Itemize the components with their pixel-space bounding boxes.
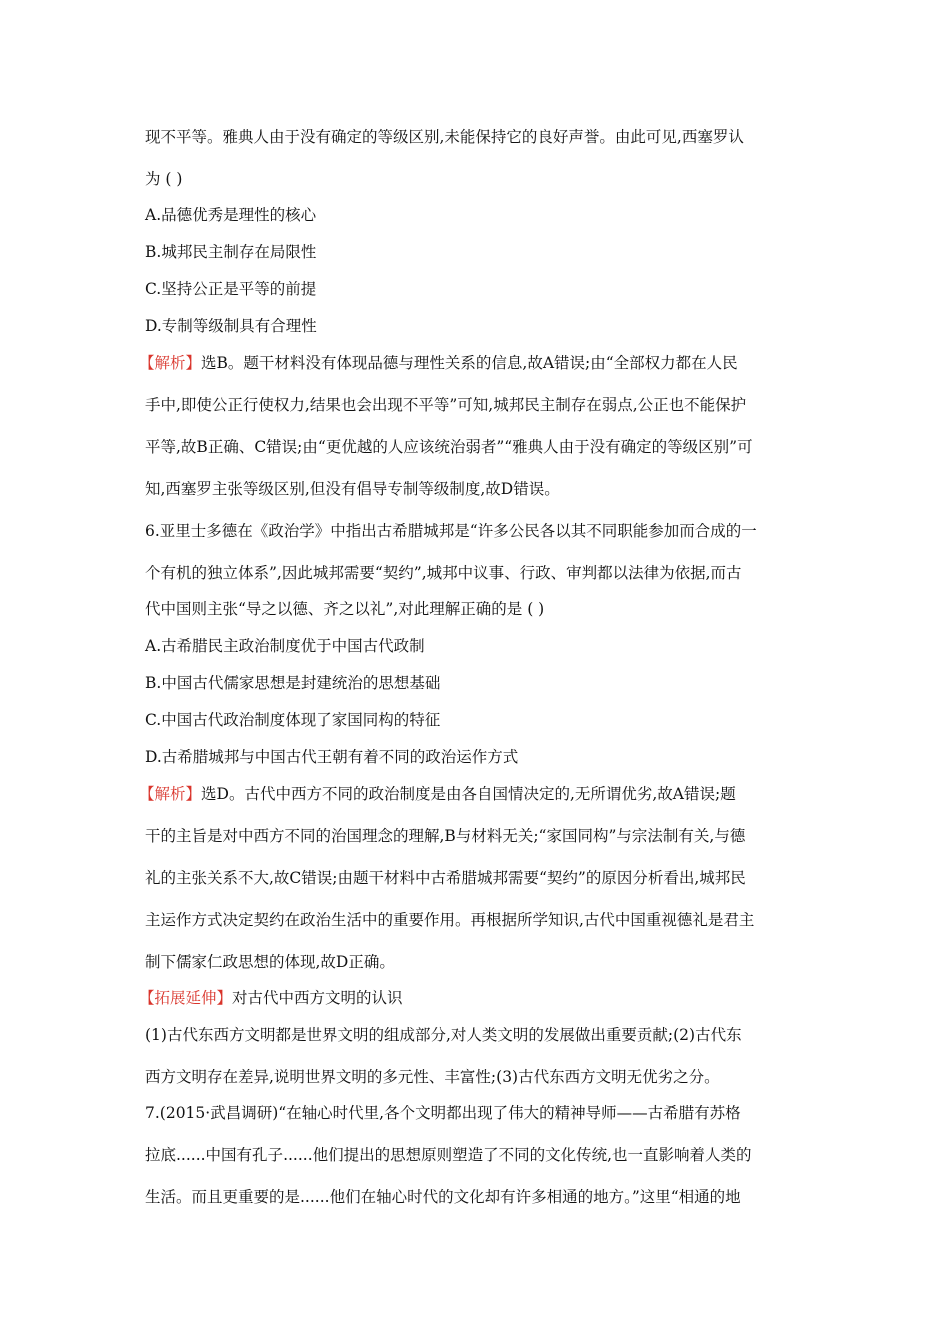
- q5-analysis-line-3: 平等,故B正确、C错误;由“更优越的人应该统治弱者”“雅典人由于没有确定的等级区别”可: [145, 438, 753, 456]
- q5-stem-line-2: 为 ( ): [145, 170, 183, 188]
- q6-option-c: C.中国古代政治制度体现了家国同构的特征: [145, 711, 441, 729]
- q6-analysis-line-1: [139, 784, 810, 804]
- q5-option-b: B.城邦民主制存在局限性: [145, 243, 317, 261]
- q6-option-a: A.古希腊民主政治制度优于中国古代政制: [145, 637, 425, 655]
- extension-tag: 【拓展延伸】: [139, 989, 233, 1007]
- q6-analysis-line-2: 干的主旨是对中西方不同的治国理念的理解,B与材料无关;“家国同构”与宗法制有关,与德: [145, 827, 746, 845]
- q5-option-c: C.坚持公正是平等的前提: [145, 280, 317, 298]
- q6-option-b: B.中国古代儒家思想是封建统治的思想基础: [145, 674, 441, 692]
- q5-analysis-line-1: [139, 353, 810, 373]
- q6-analysis-line-4: 主运作方式决定契约在政治生活中的重要作用。再根据所学知识,古代中国重视德礼是君主: [145, 911, 755, 929]
- q5-analysis-line-2: 手中,即使公正行使权力,结果也会出现不平等”可知,城邦民主制存在弱点,公正也不能保护: [145, 396, 747, 414]
- q5-option-a: A.品德优秀是理性的核心: [145, 206, 317, 224]
- q6-analysis-line-5: 制下儒家仁政思想的体现,故D正确。: [145, 953, 395, 971]
- q5-option-d: D.专制等级制具有合理性: [145, 317, 317, 335]
- q5-stem-line-1: 现不平等。雅典人由于没有确定的等级区别,未能保持它的良好声誉。由此可见,西塞罗认: [145, 128, 744, 146]
- q7-stem-line-2: 拉底......中国有孔子......他们提出的思想原则塑造了不同的文化传统,也一直影响着人类的: [145, 1146, 752, 1164]
- q6-stem-line-2: 个有机的独立体系”,因此城邦需要“契约”,城邦中议事、行政、审判都以法律为依据,而古: [145, 564, 742, 582]
- q6-stem-line-3: 代中国则主张“导之以德、齐之以礼”,对此理解正确的是 ( ): [145, 600, 545, 618]
- q5-analysis-line-4: 知,西塞罗主张等级区别,但没有倡导专制等级制度,故D错误。: [145, 480, 560, 498]
- analysis-tag: 【解析】: [139, 354, 202, 372]
- q6-analysis-line-3: 礼的主张关系不大,故C错误;由题干材料中古希腊城邦需要“契约”的原因分析看出,城邦民: [145, 869, 746, 887]
- q6-stem-line-1: 6.亚里士多德在《政治学》中指出古希腊城邦是“许多公民各以其不同职能参加而合成的一: [145, 522, 757, 540]
- q6-option-d: D.古希腊城邦与中国古代王朝有着不同的政治运作方式: [145, 748, 519, 766]
- q7-stem-line-1: 7.(2015·武昌调研)“在轴心时代里,各个文明都出现了伟大的精神导师——古希腊有苏格: [145, 1104, 741, 1122]
- q6-extension-line-1: (1)古代东西方文明都是世界文明的组成部分,对人类文明的发展做出重要贡献;(2)古代东: [145, 1026, 742, 1044]
- q7-stem-line-3: 生活。而且更重要的是......他们在轴心时代的文化却有许多相通的地方。”这里“相通的地: [145, 1188, 741, 1206]
- q6-extension-line-2: 西方文明存在差异,说明世界文明的多元性、丰富性;(3)古代东西方文明无优劣之分。: [145, 1068, 720, 1086]
- analysis-text: 选B。题干材料没有体现品德与理性关系的信息,故A错误;由“全部权力都在人民: [201, 354, 738, 372]
- analysis-text: 选D。古代中西方不同的政治制度是由各自国情决定的,无所谓优劣,故A错误;题: [201, 785, 736, 803]
- q6-extension-heading: [139, 988, 810, 1008]
- analysis-tag: 【解析】: [139, 785, 202, 803]
- extension-title: 对古代中西方文明的认识: [232, 989, 403, 1007]
